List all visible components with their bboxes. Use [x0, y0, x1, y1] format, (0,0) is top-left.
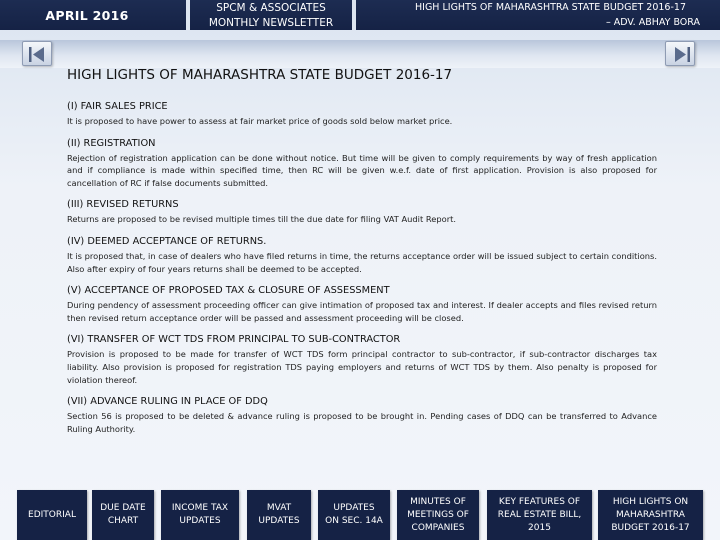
section-body: It is proposed to have power to assess at fair market price of goods sold below market price. — [67, 116, 453, 126]
nav-label — [325, 502, 383, 528]
nav-label-line: INCOME TAX — [171, 503, 229, 513]
nav-label-line: MAHARASHTRA — [616, 509, 685, 520]
nav-company-meetings-button[interactable] — [397, 490, 479, 540]
section-fair-sales-price — [67, 100, 657, 128]
section-body: Rejection of registration application can be done without notice. But time will be given to comply requirements by way of fresh application and if compliance is made within specified time, then RC will be given w.e.f. date of first application. Provision is also proposed for cancellation of RC if false documents submitted. — [67, 152, 657, 188]
nav-mvat-updates-button[interactable] — [247, 490, 311, 540]
section-registration — [67, 137, 657, 190]
section-heading: (III) REVISED RETURNS — [67, 199, 179, 211]
section-body: During pendency of assessment proceeding officer can give intimation of proposed tax and interest. If dealer accepts and files revised return then revised return acceptance order will be passed and assessment proceeding will be closed. — [67, 300, 657, 323]
nav-label-line: KEY FEATURES OF — [498, 496, 581, 507]
article-topic-block — [356, 0, 720, 30]
section-advance-ruling — [67, 395, 657, 435]
page-nav-strip — [0, 40, 720, 68]
nav-label — [407, 496, 469, 535]
nav-label-line: CHART — [107, 516, 139, 526]
article-author: – ADV. ABHAY BORA — [605, 16, 700, 28]
nav-maharashtra-budget-button[interactable] — [598, 490, 703, 540]
newsletter-header — [0, 0, 720, 30]
bottom-navigation — [0, 486, 720, 540]
nav-label — [498, 496, 581, 535]
nav-label-line: ON SEC. 14A — [325, 516, 383, 526]
nav-label — [28, 509, 76, 522]
issue-date: APRIL 2016 — [45, 7, 129, 23]
page-title: HIGH LIGHTS OF MAHARASHTRA STATE BUDGET 2016-17 — [67, 67, 453, 83]
nav-due-date-chart-button[interactable] — [92, 490, 154, 540]
nav-real-estate-bill-button[interactable] — [487, 490, 592, 540]
section-heading: (IV) DEEMED ACCEPTANCE OF RETURNS. — [67, 235, 267, 247]
section-body: It is proposed that, in case of dealers who have filed returns in time, the returns acceptance order will be issued subject to certain conditions. Also after expiry of four years returns shall be deemed to be accepted. — [67, 250, 657, 274]
section-heading: (II) REGISTRATION — [67, 137, 156, 149]
section-heading: (VI) TRANSFER OF WCT TDS FROM PRINCIPAL TO SUB-CONTRACTOR — [67, 334, 401, 346]
nav-label-line: MEETINGS OF — [407, 509, 469, 520]
nav-label-line: UPDATES — [333, 503, 375, 513]
section-body: Provision is proposed to be made for transfer of WCT TDS form principal contractor to sub-contractor, if sub-contractor discharges tax liability. Also provision is proposed for registration TDS paying employers and returns of WCT TDS by them. Also penalty is proposed for violation thereof. — [67, 349, 657, 385]
nav-label-line: COMPANIES — [411, 522, 465, 533]
nav-sec-14a-updates-button[interactable] — [318, 490, 390, 540]
section-wct-tds-transfer — [67, 333, 657, 386]
firm-name-block — [190, 0, 352, 30]
section-deemed-acceptance — [67, 235, 657, 275]
nav-label — [258, 502, 299, 528]
nav-label-line: MINUTES OF — [410, 496, 466, 507]
nav-income-tax-updates-button[interactable] — [161, 490, 239, 540]
nav-label — [172, 502, 228, 528]
nav-label — [611, 496, 689, 535]
issue-date-block — [0, 0, 186, 30]
nav-label-line: 2015 — [528, 522, 551, 533]
nav-label-line: HIGH LIGHTS ON — [612, 496, 689, 507]
nav-label-line: BUDGET 2016-17 — [611, 522, 690, 533]
previous-page-button[interactable] — [22, 41, 52, 66]
nav-label-line: MVAT — [266, 503, 292, 513]
section-heading: (VII) ADVANCE RULING IN PLACE OF DDQ — [67, 396, 268, 408]
previous-arrow-icon — [29, 46, 47, 63]
next-arrow-icon — [672, 46, 690, 63]
nav-label-line: UPDATES — [179, 516, 221, 526]
section-heading: (I) FAIR SALES PRICE — [67, 101, 168, 112]
section-proposed-tax-closure — [67, 284, 657, 324]
nav-label — [100, 502, 145, 528]
nav-label-line: UPDATES — [258, 516, 300, 526]
section-heading: (V) ACCEPTANCE OF PROPOSED TAX & CLOSURE OF ASSESSMENT — [67, 285, 390, 297]
nav-label-line: REAL ESTATE BILL, — [497, 509, 582, 520]
nav-editorial-button[interactable] — [17, 490, 87, 540]
firm-name: SPCM & ASSOCIATES — [216, 2, 326, 14]
nav-label-line: EDITORIAL — [28, 509, 76, 520]
section-revised-returns — [67, 198, 657, 226]
article-topic: HIGH LIGHTS OF MAHARASHTRA STATE BUDGET 2016-17 — [415, 2, 686, 13]
nav-label-line: DUE DATE — [100, 503, 146, 513]
budget-highlights — [67, 100, 657, 444]
section-body: Returns are proposed to be revised multiple times till the due date for filing VAT Audit Report. — [67, 214, 457, 225]
next-page-button[interactable] — [665, 41, 695, 66]
newsletter-name: MONTHLY NEWSLETTER — [208, 17, 334, 29]
section-body: Section 56 is proposed to be deleted & advance ruling is proposed to be brought in. Pending cases of DDQ can be transferred to Advance Ruling Authority. — [67, 411, 657, 434]
